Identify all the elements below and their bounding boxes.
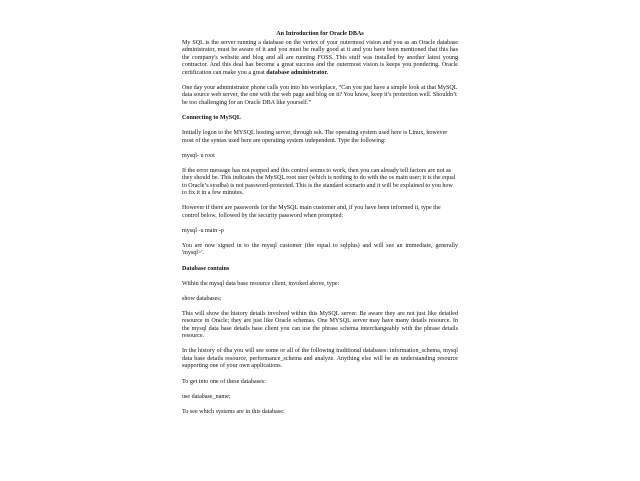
logon-paragraph: Initially logon to the MYSQL hosting server, through ssh. The operating system used here is Linux, however most of the syntax used here are operating system independent. Type the following:	[182, 129, 448, 144]
intro-paragraph	[182, 40, 458, 78]
intro-text: My SQL is the server running a database on the vertex of your outermost vision and you as an Oracle database administrator, must be aware of it and you must be really good at it and you have been mentioned that this has the company's website and blog and all are running FOSS. This stuff was installed by another latest young contractor. And this deal has become a great success and the outermost vision is keeps you pondering. Oracle certification can make you a great	[182, 39, 458, 76]
error-paragraph: If the error message has not popped and this control seems to work, then you can already tell factors are not as they should be. This indicates the MySQL root user (which is nothing to do with the os main user; it is the equal to Oracle’s sysdba) is not password-protected. This is the standard scenario and it will be explained to you how to fix it in a few minutes.	[182, 167, 456, 197]
signed-in-paragraph: You are now signed in to the mysql customer (the equal to sqlplus) and will see an immediate, generally 'mysql>'.	[182, 242, 458, 257]
passwords-paragraph: However if there are passwords for the MySQL main customer and, if you have been informed it, type the control below, followed by the security password when prompted:	[182, 205, 441, 219]
database-heading: Database contains	[182, 265, 230, 272]
show-databases-command: show databases;	[182, 295, 222, 302]
main-command: mysql -u main -p	[182, 227, 224, 234]
get-into-paragraph: To get into one of these databases:	[182, 378, 266, 385]
document-title: An Introduction for Oracle DBAs	[276, 31, 364, 37]
root-command: mysql- u root	[182, 152, 215, 159]
use-database-command: use database_name;	[182, 393, 231, 400]
history-paragraph: This will show the history details involved within this MySQL server. Be aware they are not just like detailed resource in Oracle; they are just like Oracle schemas. One MYSQL server may have many details resource. In the mysql data base details base client you can use the phrase schema interchangeably with the phrase details resource.	[182, 310, 458, 340]
phone-call-paragraph: One day your administrator phone calls you into his workplace, “Can you just have a simple look at that MySQL data source web server, the one with the web page and blog on it? You know, keep it’s protection well. Shouldn’t be too challenging for an Oracle DBA like yourself.”	[182, 84, 458, 106]
within-paragraph: Within the mysql data base resource client, invoked above, type:	[182, 280, 340, 287]
see-systems-paragraph: To see which systems are in this database:	[182, 408, 285, 415]
intro-bold-text: database administrator.	[266, 69, 328, 76]
traditional-databases-paragraph: In the history of dba you will see some or all of the following traditional databases: information_schema, mysql data base details resource, performance_schema and analyze. Anything else will be an understanding resource supporting one of your own applications.	[182, 348, 458, 370]
document-body	[182, 31, 458, 424]
connecting-heading: Connecting to MySQL	[182, 114, 241, 121]
